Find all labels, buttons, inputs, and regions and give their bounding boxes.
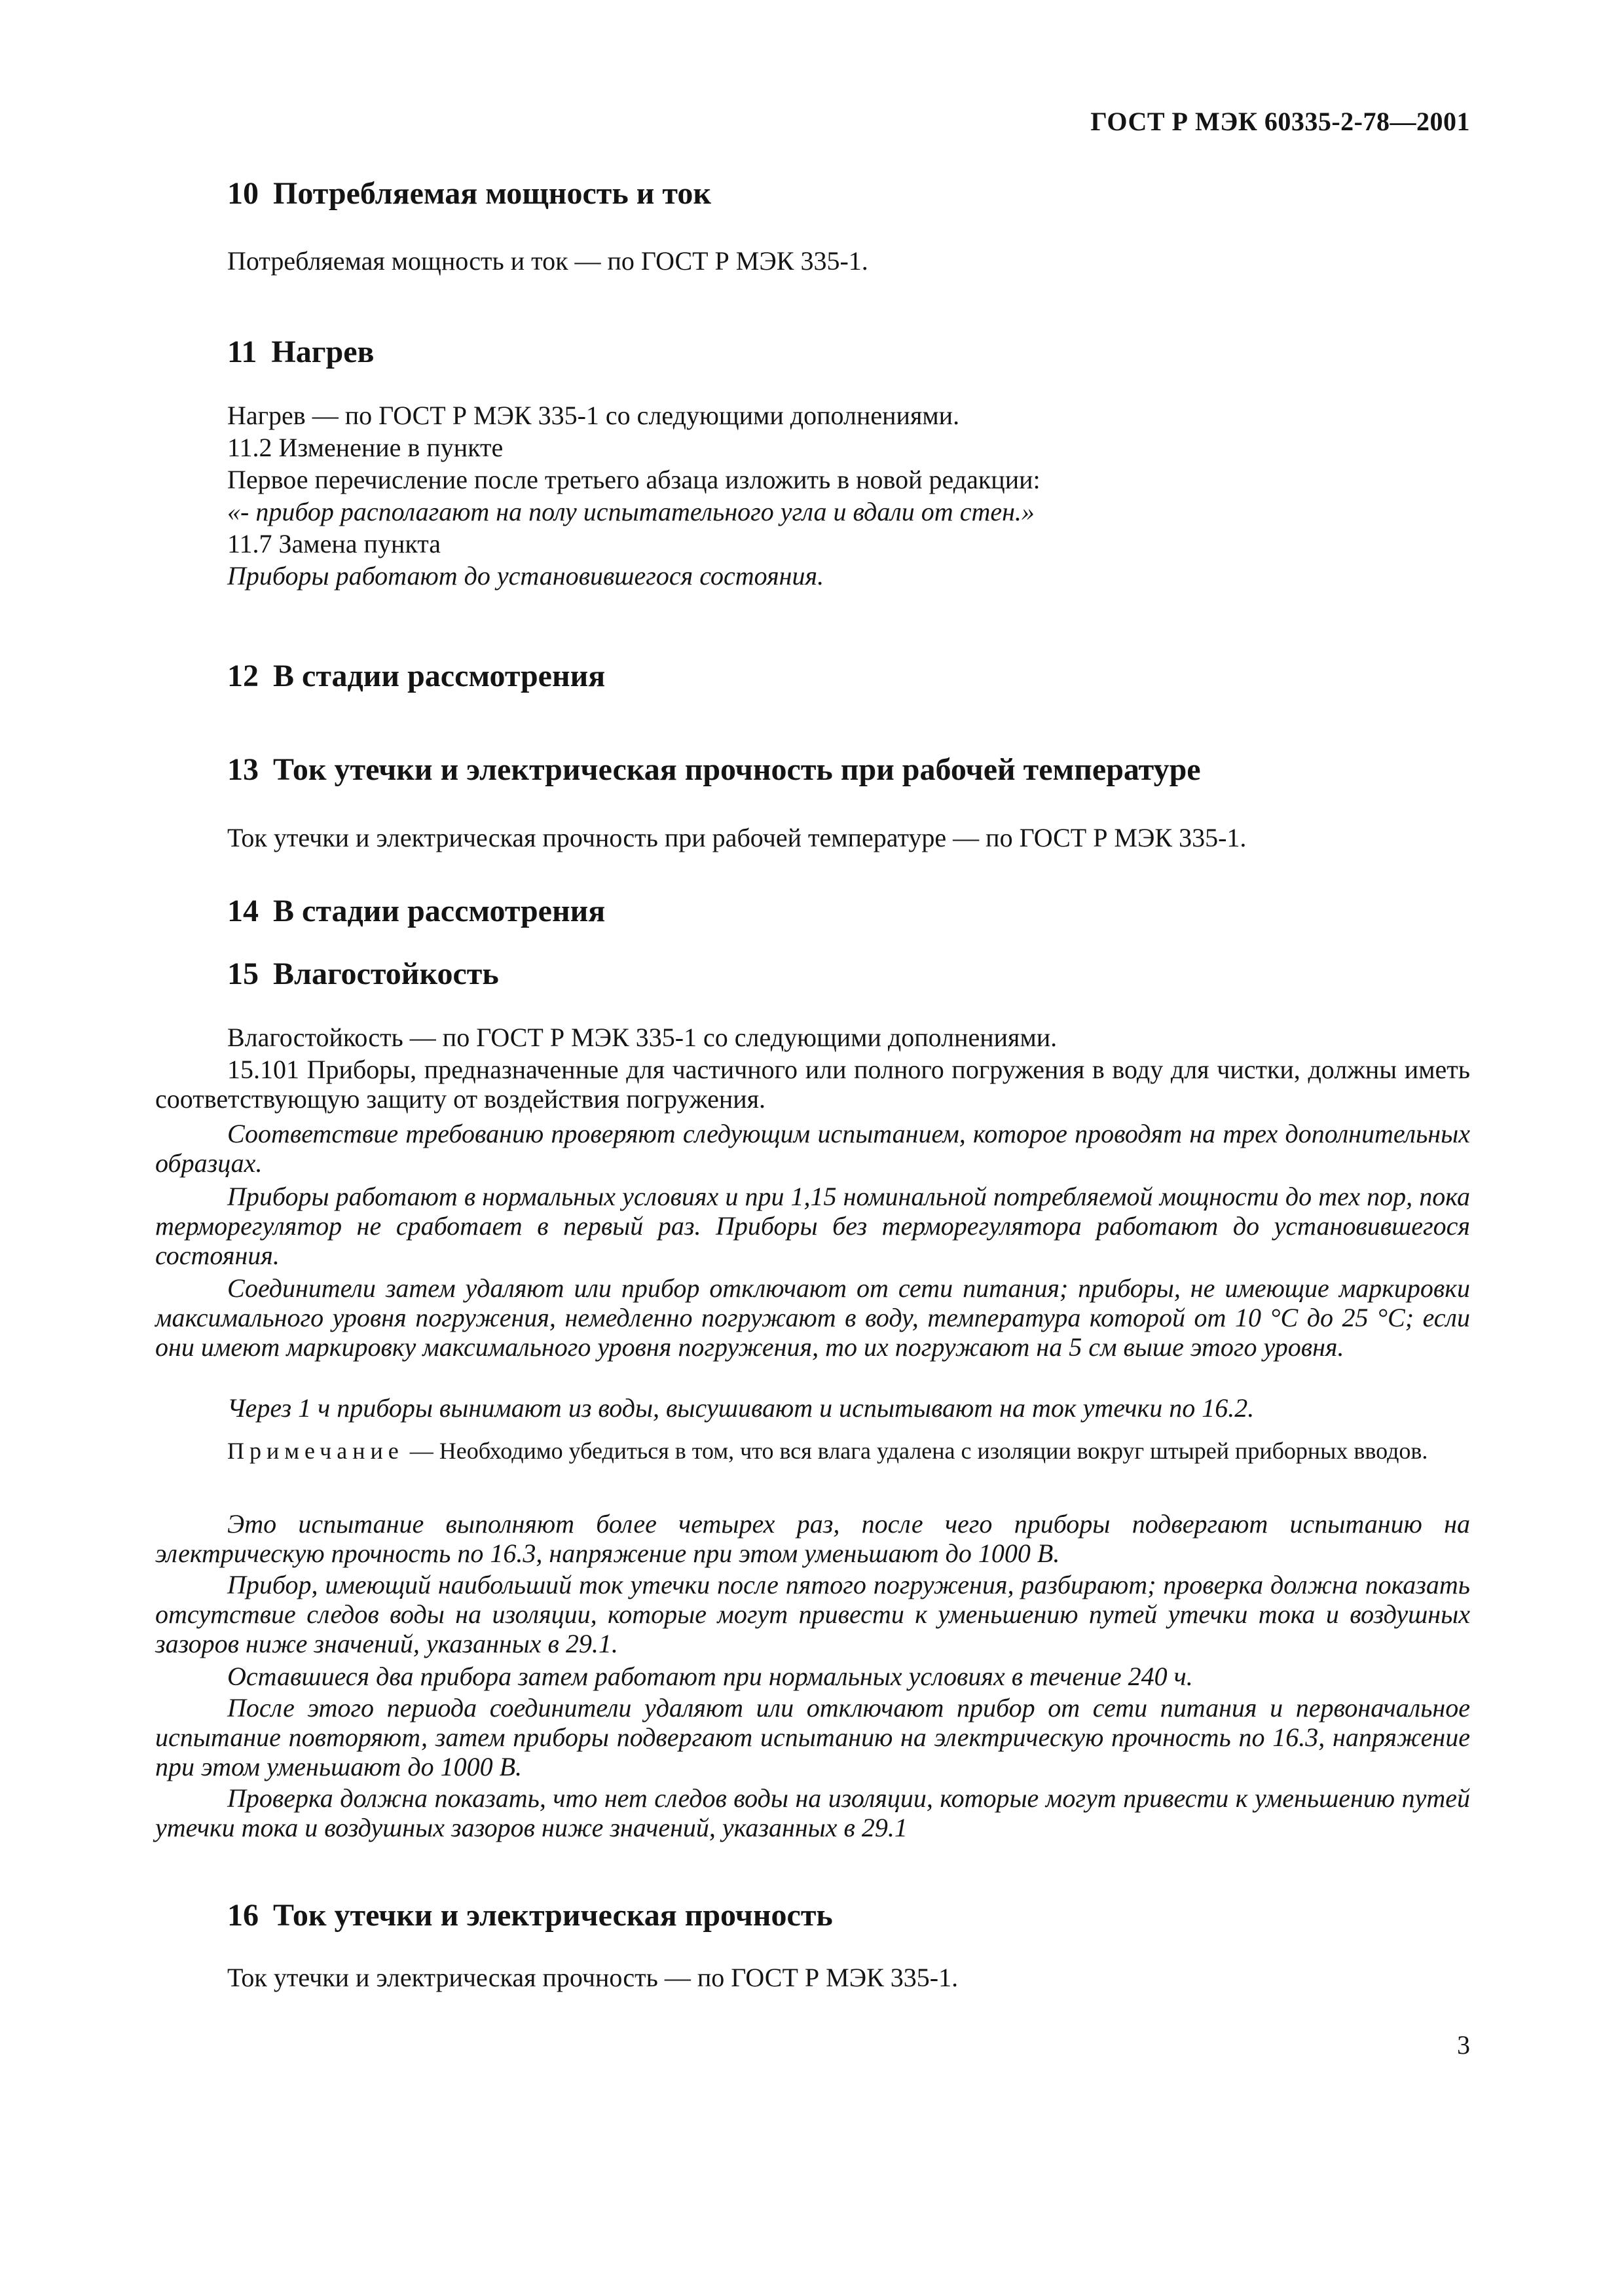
section-title: Ток утечки и электрическая прочность при рабочей температуре <box>273 752 1201 787</box>
section-10-heading <box>227 175 711 211</box>
section-13-text: Ток утечки и электрическая прочность при рабочей температуре — по ГОСТ Р МЭК 335-1. <box>227 823 1247 852</box>
test-paragraph: Это испытание выполняют более четырех раз, после чего приборы подвергают испытанию на электрическую прочность по 16.3, напряжение при этом уменьшают до 1000 В. <box>155 1509 1470 1568</box>
section-number: 15 <box>227 957 259 991</box>
section-title: Нагрев <box>271 335 375 369</box>
test-paragraph: Проверка должна показать, что нет следов воды на изоляции, которые могут привести к уменьшению путей утечки тока и воздушных зазоров ниже значений, указанных в 29.1 <box>155 1783 1470 1842</box>
section-11-line: 11.2 Изменение в пункте <box>227 433 504 462</box>
section-10-text: Потребляемая мощность и ток — по ГОСТ Р МЭК 335-1. <box>227 246 868 276</box>
section-15-heading <box>227 956 499 992</box>
section-title: В стадии рассмотрения <box>273 894 606 928</box>
test-paragraph: Приборы работают в нормальных условиях и при 1,15 номинальной потребляемой мощности до тех пор, пока терморегулятор не сработает в первый раз. Приборы без терморегулятора работают до установившегося состояния. <box>155 1182 1470 1270</box>
section-title: Влагостойкость <box>273 957 499 991</box>
test-paragraph: Прибор, имеющий наибольший ток утечки после пятого погружения, разбирают; проверка должна показать отсутствие следов воды на изоляции, которые могут привести к уменьшению путей утечки тока и воздушных зазоров ниже значений, указанных в 29.1. <box>155 1570 1470 1658</box>
section-15-intro: Влагостойкость — по ГОСТ Р МЭК 335-1 со следующими дополнениями. <box>227 1023 1058 1052</box>
section-11-line: 11.7 Замена пункта <box>227 529 441 558</box>
page-number: 3 <box>1457 2030 1470 2060</box>
section-number: 12 <box>227 659 259 693</box>
section-number: 16 <box>227 1898 259 1933</box>
section-12-heading <box>227 658 605 694</box>
test-paragraph: Оставшиеся два прибора затем работают при нормальных условиях в течение 240 ч. <box>227 1662 1193 1691</box>
test-paragraph: После этого периода соединители удаляют или отключают прибор от сети питания и первоначальное испытание повторяют, затем приборы подвергают испытанию на электрическую прочность по 16.3, напряжение при этом уменьшают до 1000 В. <box>155 1693 1470 1781</box>
section-13-heading <box>227 752 1201 788</box>
section-14-heading <box>227 893 605 929</box>
section-number: 10 <box>227 176 259 211</box>
section-number: 13 <box>227 752 259 787</box>
section-11-line: Приборы работают до установившегося состояния. <box>227 561 824 591</box>
note-label: Примечание <box>227 1438 404 1464</box>
section-title: Потребляемая мощность и ток <box>273 176 711 211</box>
section-11-heading <box>227 334 374 370</box>
test-paragraph: Соединители затем удаляют или прибор отключают от сети питания; приборы, не имеющие маркировки максимального уровня погружения, немедленно погружают в воду, температура которой от 10 °С до 25 °С; если они имеют маркировку максимального уровня погружения, то их погружают на 5 см выше этого уровня. <box>155 1273 1470 1362</box>
section-16-text: Ток утечки и электрическая прочность — по ГОСТ Р МЭК 335-1. <box>227 1963 959 1992</box>
document-header: ГОСТ Р МЭК 60335-2-78—2001 <box>1090 107 1470 136</box>
test-paragraph: Соответствие требованию проверяют следующим испытанием, которое проводят на трех дополнительных образцах. <box>155 1119 1470 1178</box>
section-number: 14 <box>227 894 259 928</box>
section-number: 11 <box>227 335 257 369</box>
section-11-line: «- прибор располагают на полу испытательного угла и вдали от стен.» <box>227 497 1035 526</box>
section-16-heading <box>227 1897 833 1933</box>
note-text: — Необходимо убедиться в том, что вся влага удалена с изоляции вокруг штырей приборных вводов. <box>403 1438 1428 1464</box>
section-11-line: Нагрев — по ГОСТ Р МЭК 335-1 со следующими дополнениями. <box>227 401 960 430</box>
section-title: Ток утечки и электрическая прочность <box>273 1898 833 1933</box>
section-11-line: Первое перечисление после третьего абзаца изложить в новой редакции: <box>227 465 1041 494</box>
clause-15-101: 15.101 Приборы, предназначенные для частичного или полного погружения в воду для чистки, должны иметь соответствующую защиту от воздействия погружения. <box>155 1055 1470 1114</box>
section-title: В стадии рассмотрения <box>273 659 606 693</box>
test-paragraph: Через 1 ч приборы вынимают из воды, высушивают и испытывают на ток утечки по 16.2. <box>227 1393 1255 1423</box>
note <box>155 1437 1470 1465</box>
